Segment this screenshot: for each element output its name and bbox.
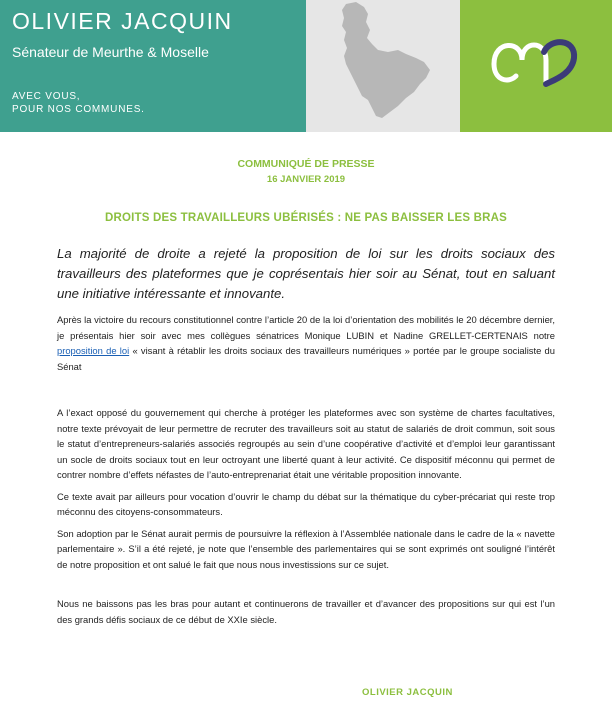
slogan-line-1: AVEC VOUS, — [12, 91, 81, 102]
paragraph-spacer — [57, 578, 555, 596]
paragraph-3: Ce texte avait par ailleurs pour vocation d’ouvrir le champ du débat sur la thématique du cyber-précariat qui reste trop méconnu des citoyens-consommateurs. — [57, 490, 555, 517]
logo-panel — [460, 0, 612, 132]
paragraph-1-text-end: « visant à rétablir les droits sociaux des travailleurs numériques » portée par le groupe socialiste du Sénat — [57, 345, 555, 372]
document-body — [57, 244, 555, 633]
press-release-date: 16 JANVIER 2019 — [266, 174, 346, 185]
slogan-line-2: POUR NOS COMMUNES. — [12, 104, 145, 115]
lead-paragraph: La majorité de droite a rejeté la proposition de loi sur les droits sociaux des travailleurs des plateformes que je coprésentais hier soir au Sénat, tout en saluant une initiative intéressante et innovante. — [57, 246, 555, 301]
slogan — [12, 90, 145, 116]
signature: OLIVIER JACQUIN — [362, 687, 453, 698]
letterhead-identity-panel — [0, 0, 306, 132]
senator-name: OLIVIER JACQUIN — [12, 8, 233, 34]
letterhead — [0, 0, 612, 132]
oj-monogram-logo-icon — [488, 30, 584, 90]
map-panel — [306, 0, 460, 132]
paragraph-4: Son adoption par le Sénat aurait permis de poursuivre la réflexion à l’Assemblée nationale dans le cadre de la « navette parlementaire ». S’il a été rejeté, je note que l’ensemble des parlementaires qui se sont exprimés ont souligné l’intérêt de notre proposition et ont salué le fait que nous nous investissions sur ce sujet. — [57, 527, 555, 570]
bill-link[interactable]: proposition de loi — [57, 345, 130, 356]
paragraph-2: A l’exact opposé du gouvernement qui cherche à protéger les plateformes avec son système de chartes facultatives, notre texte prévoyait de leur permettre de recruter des travailleurs soit au statut de salariés de droit commun, soit sous le statut d’entrepreneurs-salariés associés regroupés au sein d’une coopérative d’activité et d’emploi leur garantissant un socle de droits sociaux tout en leur octroyant une liberté quant à leur activité. Ce dispositif méconnu qui permet de contrer nombre d’effets néfastes de l’auto-entreprenariat était une véritable proposition innovante. — [57, 407, 555, 480]
paragraph-1 — [57, 312, 555, 374]
press-release-header — [0, 158, 612, 185]
document-title: DROITS DES TRAVAILLEURS UBÉRISÉS : NE PAS BAISSER LES BRAS — [104, 212, 507, 224]
paragraph-5: Nous ne baissons pas les bras pour autant et continuerons de travailler et d’avancer des propositions sur qui est l’un des grands défis sociaux de ce début de XXIe siècle. — [57, 598, 555, 625]
paragraph-1-text-start: Après la victoire du recours constitutionnel contre l’article 20 de la loi d’orientation des mobilités le 20 décembre dernier, je présentais hier soir avec mes collègues sénatrices Monique LUBIN et Nadine GRELLET-CERTENAIS notre — [57, 314, 555, 341]
paragraph-spacer — [57, 380, 555, 405]
press-release-label: COMMUNIQUÉ DE PRESSE — [237, 158, 375, 170]
meurthe-et-moselle-map-icon — [306, 0, 460, 132]
senator-role: Sénateur de Meurthe & Moselle — [12, 44, 209, 60]
